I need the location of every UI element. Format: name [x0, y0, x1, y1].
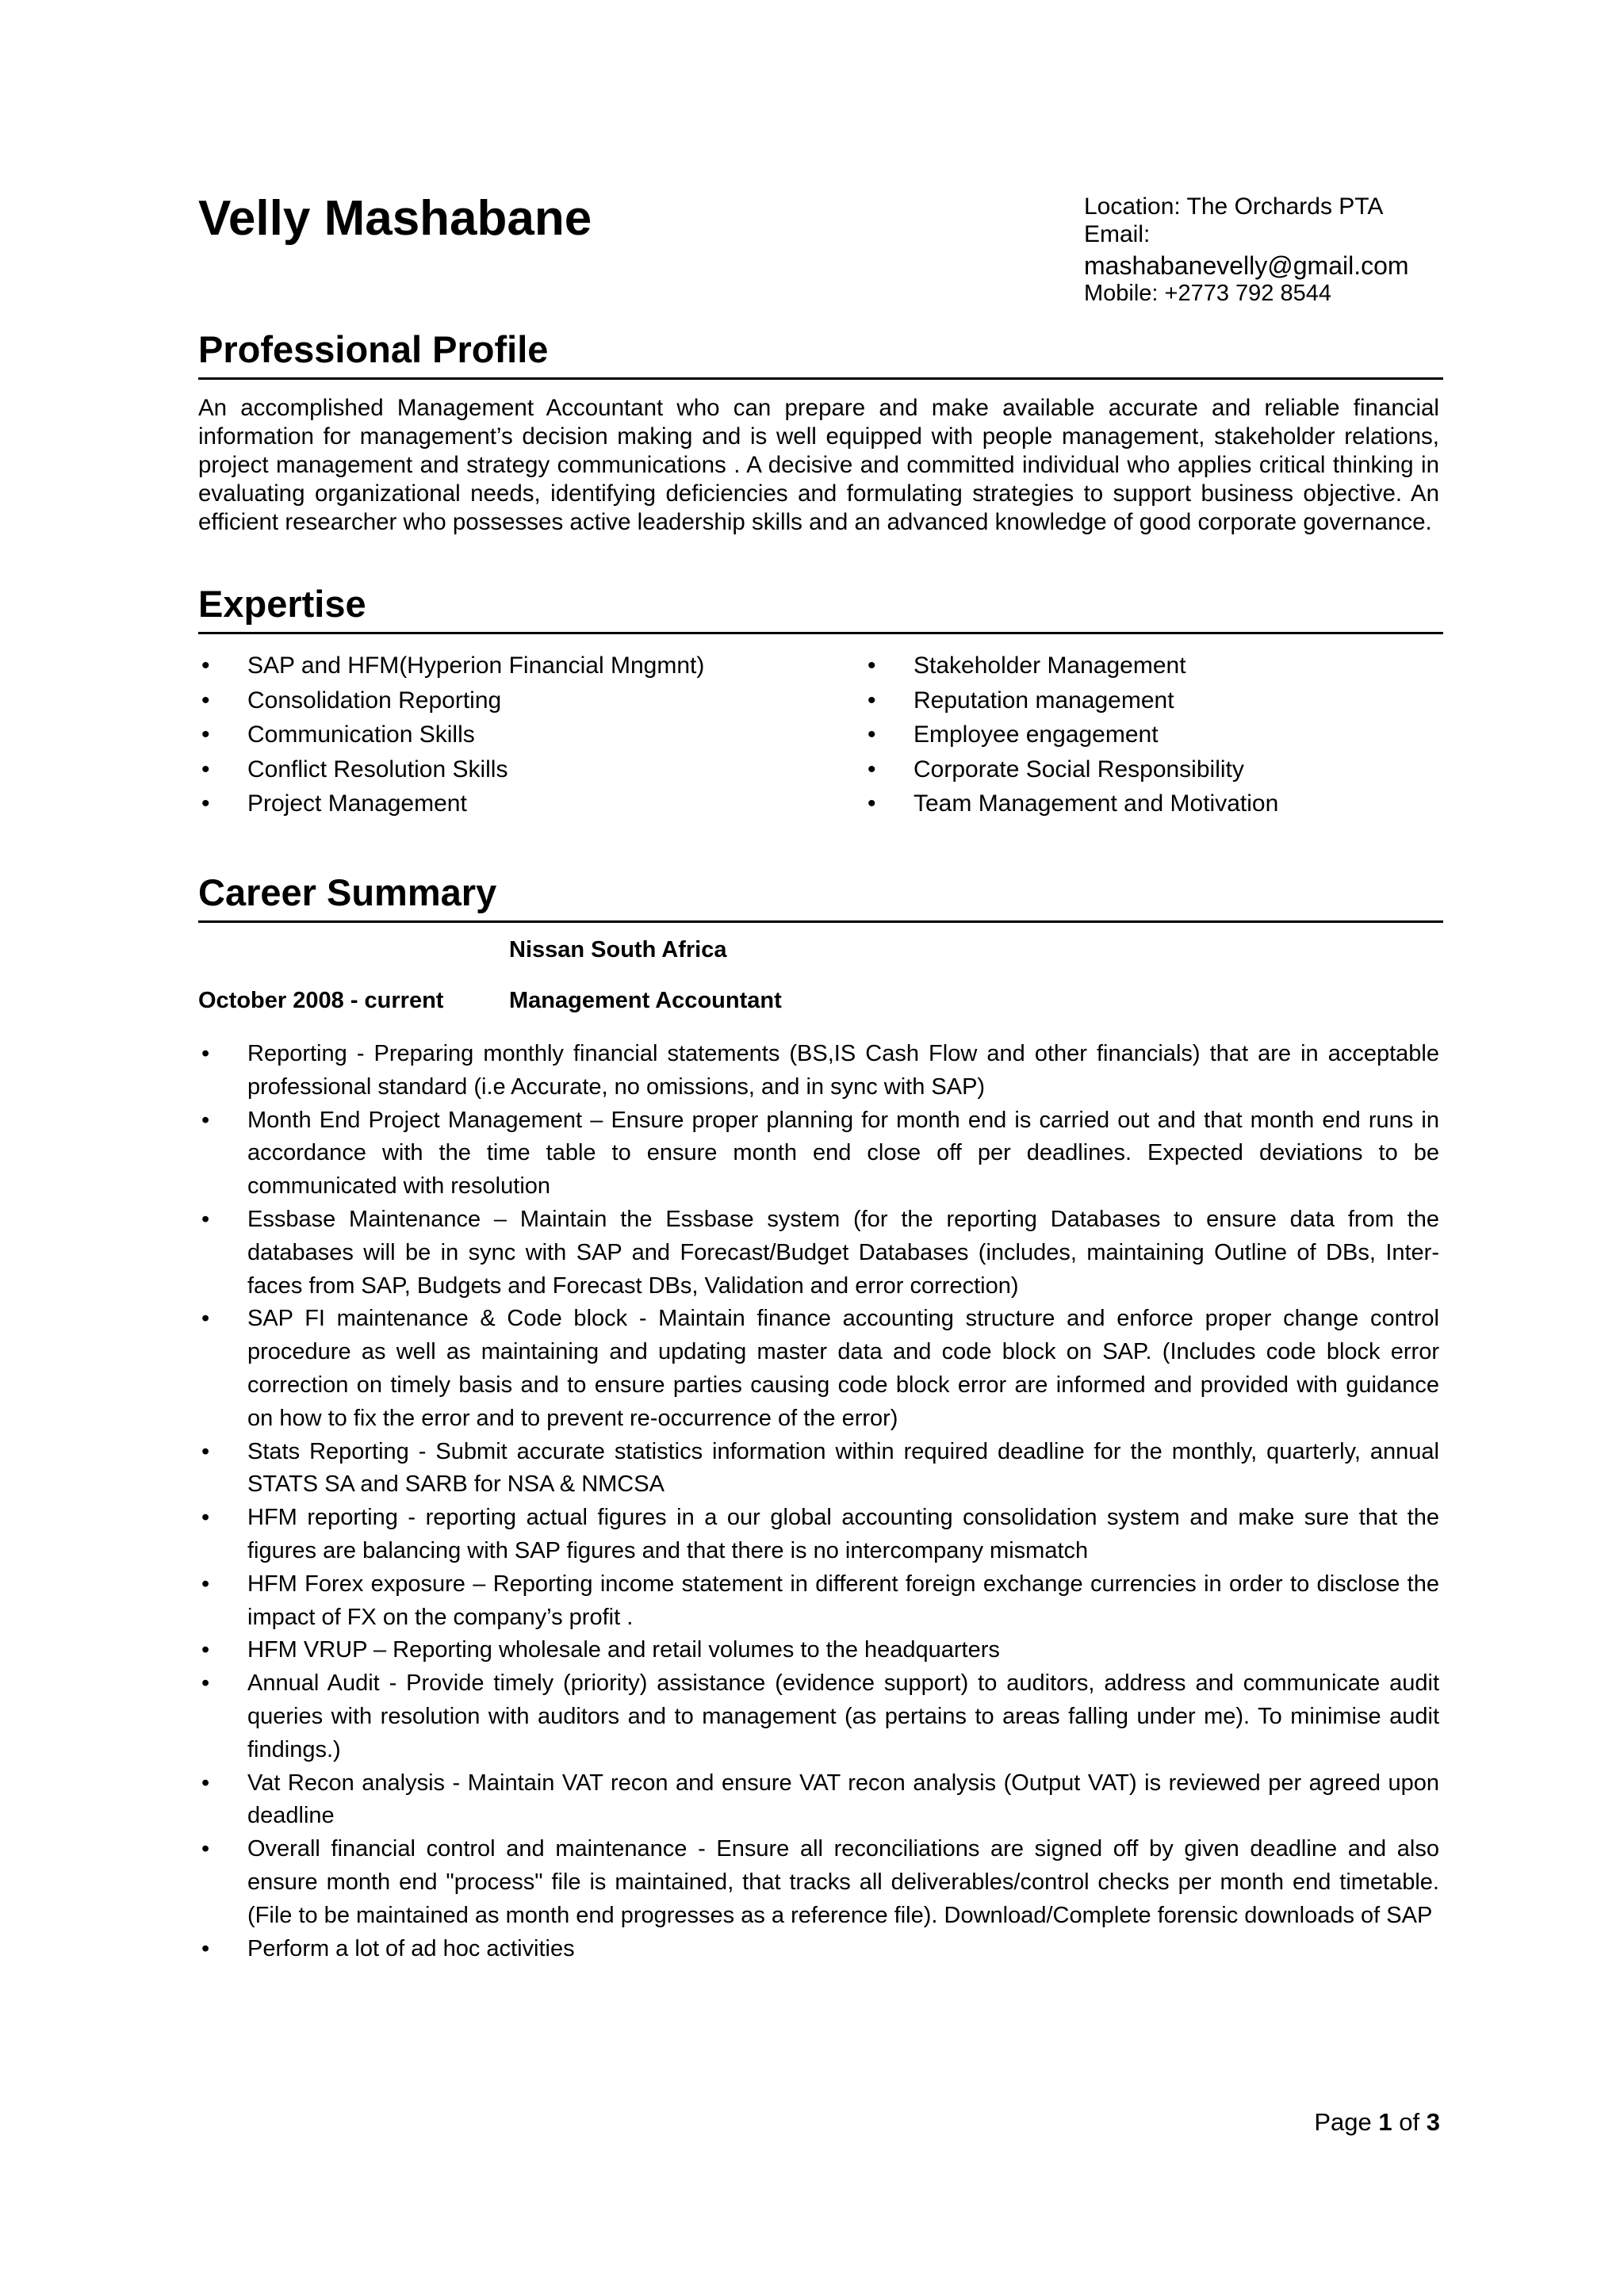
job-title: Management Accountant	[509, 988, 782, 1013]
page-of-label: of	[1399, 2108, 1420, 2136]
candidate-name: Velly Mashabane	[198, 191, 592, 246]
section-title-professional-profile: Professional Profile	[198, 327, 1443, 380]
duty-item: • Annual Audit - Provide timely (priority) assistance (evidence support) to auditors, address and communicate audit queries with resolution with auditors and to management (as pertains to areas falling under me). To minimise audit findings.)	[198, 1667, 1439, 1766]
duty-item: • Perform a lot of ad hoc activities	[198, 1933, 1439, 1966]
expertise-item: • Communication Skills	[198, 718, 833, 752]
duty-item: • SAP FI maintenance & Code block - Maintain finance accounting structure and enforce proper change control procedure as well as maintaining and updating master data and code block on SAP. (Includes code block error correction on timely basis and to ensure parties causing code block error are informed and provided with guidance on how to fix the error and to prevent re-occurrence of the error)	[198, 1303, 1439, 1435]
duty-item: • Month End Project Management – Ensure proper planning for month end is carried out and that month end runs in accordance with the time table to ensure month end close off per deadlines. Expected deviations to be communicated with resolution	[198, 1104, 1439, 1203]
section-title-expertise: Expertise	[198, 582, 1443, 634]
page-total: 3	[1426, 2108, 1440, 2136]
duty-item: • HFM VRUP – Reporting wholesale and retail volumes to the headquarters	[198, 1634, 1439, 1667]
profile-paragraph: An accomplished Management Accountant who can prepare and make available accurate and reliable financial information for management’s decision making and is well equipped with people management, stakeholder relations, project management and strategy communications . A decisive and committed individual who applies critical thinking in evaluating organizational needs, identifying deficiencies and formulating strategies to support business objective. An efficient researcher who possesses active leadership skills and an advanced knowledge of good corporate governance.	[198, 395, 1439, 535]
duty-item: • Overall financial control and maintenance - Ensure all reconciliations are signed off by given deadline and also ensure month end "process" file is maintained, that tracks all deliverables/control checks per month end timetable. (File to be maintained as month end progresses as a reference file). Download/Complete forensic downloads of SAP	[198, 1833, 1439, 1932]
contact-block	[1084, 193, 1409, 307]
page-number	[1314, 2108, 1440, 2137]
page-current: 1	[1378, 2108, 1392, 2136]
page-label: Page	[1314, 2108, 1372, 2136]
email-link[interactable]: mashabanevelly@gmail.com	[1084, 251, 1409, 280]
duty-item: • Vat Recon analysis - Maintain VAT recon and ensure VAT recon analysis (Output VAT) is reviewed per agreed upon deadline	[198, 1767, 1439, 1834]
section-title-career-summary: Career Summary	[198, 871, 1443, 923]
expertise-item: • Project Management	[198, 786, 833, 821]
expertise-list-right	[864, 649, 1467, 821]
expertise-list-left	[198, 649, 833, 821]
duty-item: • Stats Reporting - Submit accurate statistics information within required deadline for the monthly, quarterly, annual STATS SA and SARB for NSA & NMCSA	[198, 1436, 1439, 1502]
expertise-item: • Employee engagement	[864, 718, 1467, 752]
duty-item: • HFM Forex exposure – Reporting income statement in different foreign exchange currencies in order to disclose the impact of FX on the company’s profit .	[198, 1568, 1439, 1635]
duties-list	[198, 1038, 1439, 1965]
location-text: Location: The Orchards PTA	[1084, 193, 1384, 220]
expertise-item: • Stakeholder Management	[864, 649, 1467, 683]
duty-item: • Essbase Maintenance – Maintain the Essbase system (for the reporting Databases to ensure data from the databases will be in sync with SAP and Forecast/Budget Databases (includes, maintaining Outline of DBs, Inter-faces from SAP, Budgets and Forecast DBs, Validation and error correction)	[198, 1203, 1439, 1303]
expertise-item: • Corporate Social Responsibility	[864, 752, 1467, 787]
email-label: Email:	[1084, 220, 1151, 247]
expertise-item: • Conflict Resolution Skills	[198, 752, 833, 787]
duty-item: • HFM reporting - reporting actual figures in a our global accounting consolidation system and make sure that the figures are balancing with SAP figures and that there is no intercompany mismatch	[198, 1502, 1439, 1568]
expertise-item: • Reputation management	[864, 683, 1467, 718]
duty-item: • Reporting - Preparing monthly financial statements (BS,IS Cash Flow and other financials) that are in acceptable professional standard (i.e Accurate, no omissions, and in sync with SAP)	[198, 1038, 1439, 1104]
company-name: Nissan South Africa	[509, 937, 727, 962]
mobile-text: Mobile: +2773 792 8544	[1084, 280, 1332, 306]
expertise-item: • SAP and HFM(Hyperion Financial Mngmnt)	[198, 649, 833, 683]
employment-period: October 2008 - current	[198, 988, 444, 1013]
expertise-item: • Consolidation Reporting	[198, 683, 833, 718]
expertise-item: • Team Management and Motivation	[864, 786, 1467, 821]
